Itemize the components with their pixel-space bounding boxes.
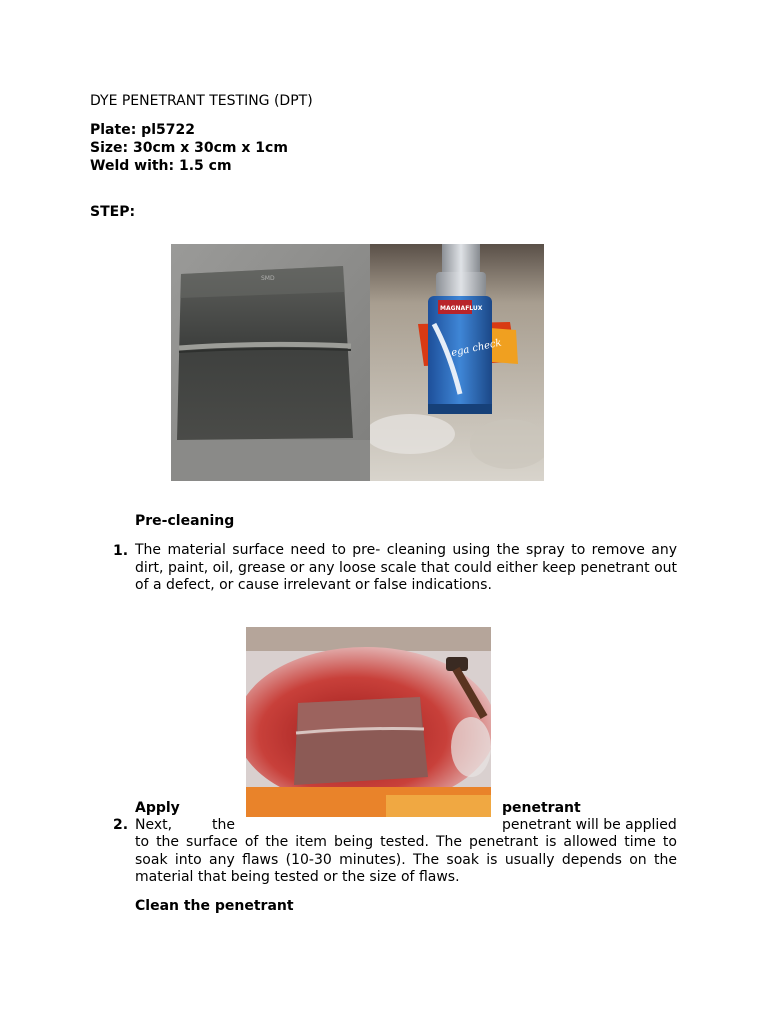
section-heading-pre-cleaning: Pre-cleaning bbox=[135, 513, 235, 529]
section2-word-next: Next, bbox=[135, 817, 173, 833]
section-heading-apply: Apply bbox=[135, 800, 180, 816]
section-heading-penetrant: penetrant bbox=[502, 800, 581, 816]
penetrant-photo bbox=[246, 627, 491, 817]
spray-can-label: ega check bbox=[450, 337, 503, 359]
section-heading-clean-penetrant: Clean the penetrant bbox=[135, 898, 294, 914]
svg-text:SMD: SMD bbox=[261, 275, 275, 282]
size-spec: Size: 30cm x 30cm x 1cm bbox=[90, 140, 288, 156]
spray-photo bbox=[370, 244, 544, 481]
section-text-pre-cleaning: The material surface need to pre- cleaning using the spray to remove any dirt, paint, oil, grease or any loose scale that could either keep penetrant out of a defect, or cause irrelevant or false indications. bbox=[135, 542, 677, 593]
document-title: DYE PENETRANT TESTING (DPT) bbox=[90, 93, 313, 109]
section2-line1-end: penetrant will be applied bbox=[502, 817, 677, 833]
section-number-1: 1. bbox=[113, 543, 129, 559]
section2-word-the: the bbox=[212, 817, 235, 833]
section-number-2: 2. bbox=[113, 817, 129, 833]
step-label: STEP: bbox=[90, 204, 136, 220]
spray-can-brand: MAGNAFLUX bbox=[440, 305, 483, 312]
weld-spec: Weld with: 1.5 cm bbox=[90, 158, 232, 174]
plate-photo bbox=[171, 244, 370, 481]
section-text-apply-penetrant: to the surface of the item being tested. The penetrant is allowed time to soak into any flaws (10-30 minutes). The soak is usually depends on the material that being tested or the size of flaws. bbox=[135, 834, 677, 885]
plate-spec: Plate: pl5722 bbox=[90, 122, 195, 138]
